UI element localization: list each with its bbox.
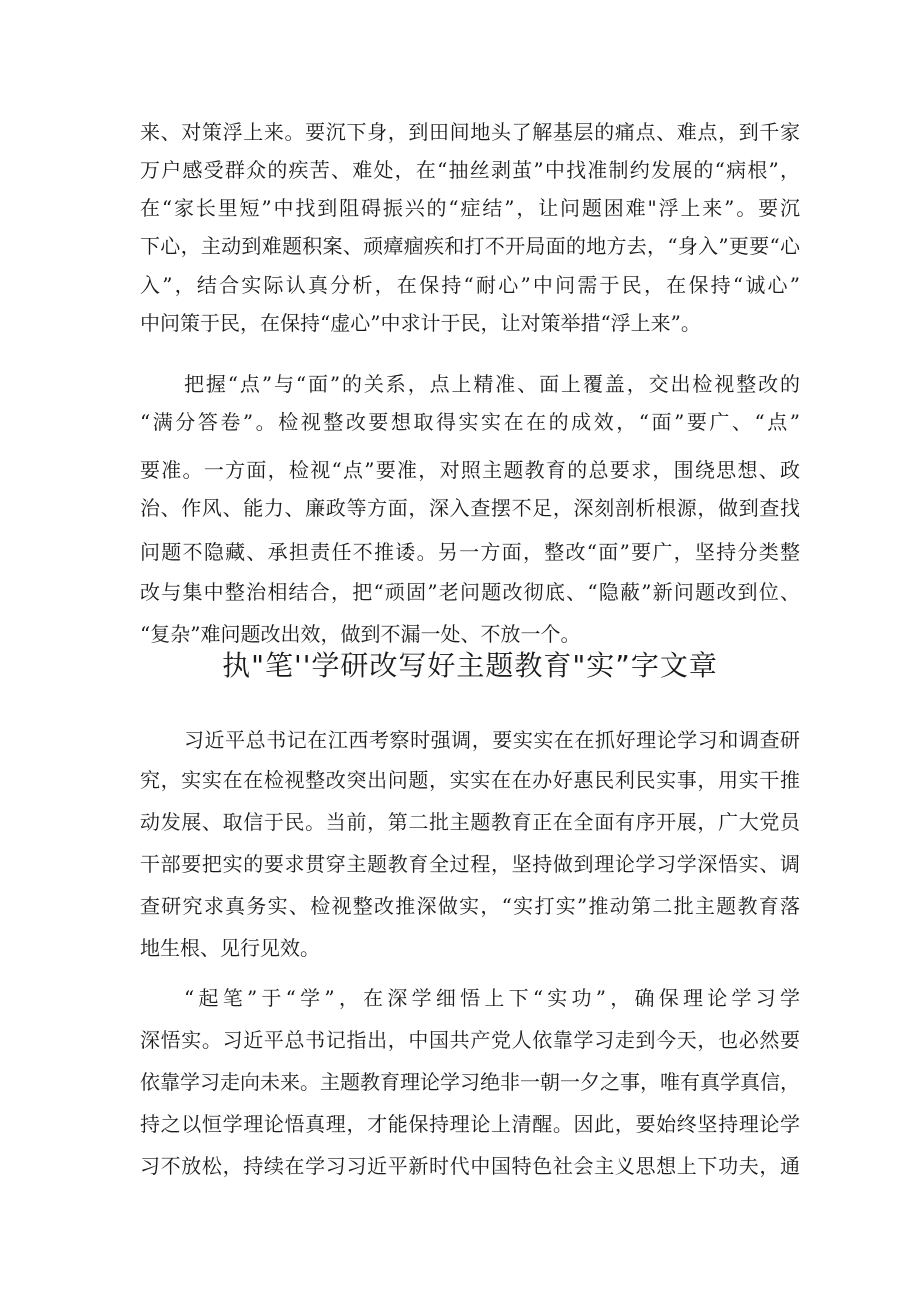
text-line: 下心，主动到难题积案、顽瘴痼疾和打不开局面的地方去，“身入”更要“心 [140, 234, 800, 258]
text-line: 查研究求真务实、检视整改推深做实，“实打实”推动第二批主题教育落 [140, 894, 800, 918]
text-line: “满分答卷”。检视整改要想取得实实在在的成效，“面”要广、“点” [140, 410, 800, 434]
text-line: 地生根、见行见效。 [140, 936, 320, 960]
text-line: 治、作风、能力、廉政等方面，深入查摆不足，深刻剖析根源，做到查找 [140, 496, 800, 520]
text-line: 动发展、取信于民。当前，第二批主题教育正在全面有序开展，广大党员 [140, 810, 800, 834]
text-line: 来、对策浮上来。要沉下身，到田间地头了解基层的痛点、难点，到千家 [140, 120, 800, 144]
text-line: “起笔”于“学”，在深学细悟上下“实功”，确保理论学习学 [184, 986, 800, 1010]
text-line: 依靠学习走向未来。主题教育理论学习绝非一朝一夕之事，唯有真学真信， [140, 1070, 800, 1094]
text-line: 要准。一方面，检视“点”要准，对照主题教育的总要求，围绕思想、政 [140, 458, 800, 482]
text-line: 入”，结合实际认真分析，在保持“耐心”中问需于民，在保持“诚心” [140, 273, 800, 297]
text-line: 干部要把实的要求贯穿主题教育全过程，坚持做到理论学习学深悟实、调 [140, 852, 800, 876]
text-line: 持之以恒学理论悟真理，才能保持理论上清醒。因此，要始终坚持理论学 [140, 1112, 800, 1136]
text-line: 万户感受群众的疾苦、难处，在“抽丝剥茧”中找准制约发展的“病根”， [140, 158, 800, 182]
text-line: 深悟实。习近平总书记指出，中国共产党人依靠学习走到今天，也必然要 [140, 1028, 800, 1052]
text-line: “复杂”难问题改出效，做到不漏一处、不放一个。 [140, 622, 581, 646]
text-line: 中问策于民，在保持“虚心”中求计于民，让对策举措“浮上来”。 [140, 311, 701, 335]
text-line: 究，实实在在检视整改突出问题，实实在在办好惠民利民实事，用实干推 [140, 768, 800, 792]
text-line: 问题不隐藏、承担责任不推诿。另一方面，整改“面”要广，坚持分类整 [140, 540, 800, 564]
text-line: 把握“点”与“面”的关系，点上精准、面上覆盖，交出检视整改的 [184, 372, 800, 396]
article-title: 执"笔''学研改写好主题教育"实”字文章 [222, 649, 718, 682]
text-line: 习近平总书记在江西考察时强调，要实实在在抓好理论学习和调查研 [184, 728, 800, 752]
text-line: 习不放松，持续在学习习近平新时代中国特色社会主义思想上下功夫，通 [140, 1154, 800, 1178]
text-line: 在“家长里短”中找到阻碍振兴的“症结”，让问题困难"浮上来”。要沉 [140, 196, 800, 220]
text-line: 改与集中整治相结合，把“顽固”老问题改彻底、“隐蔽”新问题改到位、 [140, 580, 800, 604]
